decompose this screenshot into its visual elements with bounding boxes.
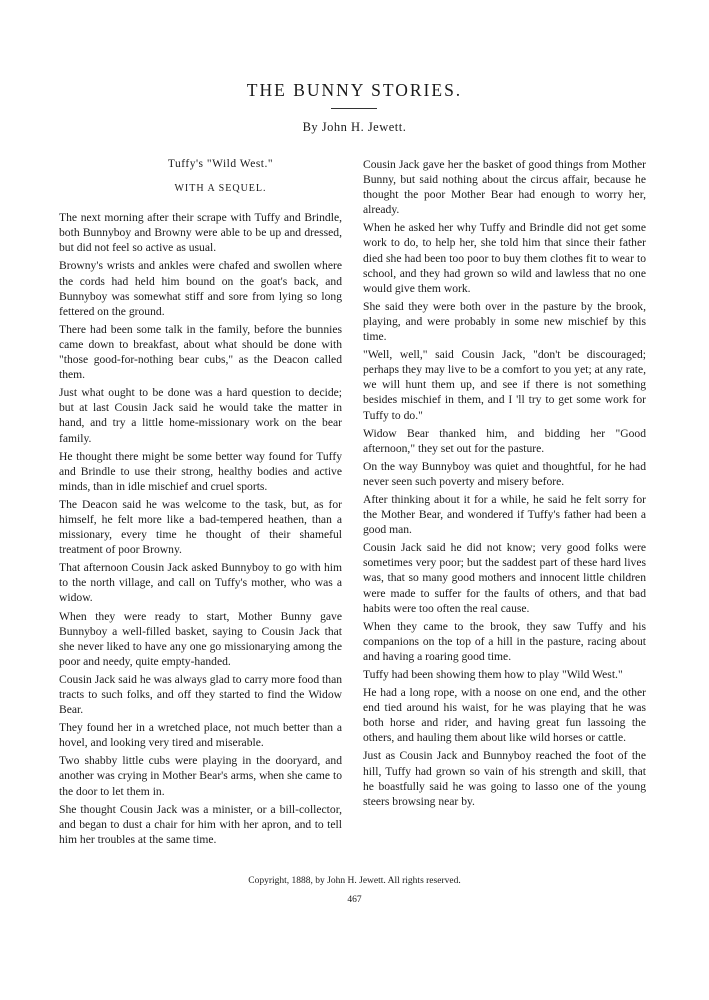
paragraph: "Well, well," said Cousin Jack, "don't be discouraged; perhaps they may live to be a comfort to you yet; at any rate, we will hunt them up, and see if there is not something besides mischief in them, and I 'll try to get some work for Tuffy to do." xyxy=(363,348,646,422)
paragraph: The next morning after their scrape with Tuffy and Brindle, both Bunnyboy and Browny were able to be up and dressed, but did not feel so active as usual. xyxy=(59,211,342,255)
right-paragraphs xyxy=(363,157,646,809)
story-subtitle: WITH A SEQUEL. xyxy=(174,183,267,195)
paragraph: When they were ready to start, Mother Bunny gave Bunnyboy a well-filled basket, saying to Cousin Jack that she never liked to have any one go missionarying among the poor and needy, quite empty-handed. xyxy=(59,609,342,668)
paragraph: Two shabby little cubs were playing in the dooryard, and another was crying in Mother Bear's arms, when she came to the door to let them in. xyxy=(59,754,342,798)
title-rule xyxy=(331,108,377,109)
paragraph: She thought Cousin Jack was a minister, or a bill-collector, and began to dust a chair for him with her apron, and to tell him her troubles at the same time. xyxy=(59,802,342,846)
paragraph: She said they were both over in the pasture by the brook, playing, and were probably in some new mischief by this time. xyxy=(363,299,646,344)
paragraph: When they came to the brook, they saw Tuffy and his companions on the top of a hill in the pasture, racing about and having a roaring good time. xyxy=(363,619,646,663)
paragraph: Cousin Jack said he did not know; very good folks were sometimes very poor; but the saddest part of these hard lives was, that so many good mothers and innocent little children were made to suffer for the faults of others, and that bad habits were too often the real cause. xyxy=(363,541,646,615)
page-number: 467 xyxy=(347,895,362,905)
right-column xyxy=(363,157,646,812)
paragraph: Just what ought to be done was a hard question to decide; but at last Cousin Jack said he would take the matter in hand, and try a little home-missionary work on the bear family. xyxy=(59,386,342,445)
paragraph: When he asked her why Tuffy and Brindle did not get some work to do, to help her, she told him that since their father died she had been too poor to buy them clothes fit to wear to school, and they had grown so wild and lawless that no one would give them work. xyxy=(363,221,646,295)
page-title: THE BUNNY STORIES. xyxy=(246,80,463,100)
paragraph: They found her in a wretched place, not much better than a hovel, and looking very tired and miserable. xyxy=(59,721,342,750)
paragraph: Cousin Jack gave her the basket of good things from Mother Bunny, but said nothing about the circus affair, because he thought the poor Mother Bear had enough to worry her, already. xyxy=(363,158,646,217)
paragraph: The Deacon said he was welcome to the task, but, as for himself, he felt more like a bad-tempered heathen, than a missionary, every time he thought of their shameful treatment of poor Browny. xyxy=(59,497,342,557)
left-column xyxy=(59,150,342,850)
copyright-notice: Copyright, 1888, by John H. Jewett. All rights reserved. xyxy=(248,876,461,886)
author-byline: By John H. Jewett. xyxy=(302,120,407,134)
paragraph: Tuffy had been showing them how to play "Wild West." xyxy=(363,668,623,681)
paragraph: Widow Bear thanked him, and bidding her "Good afternoon," they set out for the pasture. xyxy=(363,426,646,455)
story-title: Tuffy's "Wild West." xyxy=(167,158,274,170)
paragraph: He thought there might be some better way found for Tuffy and Brindle to use their strong, healthy bodies and active minds, than in idle mischief and cruel sports. xyxy=(59,449,342,493)
paragraph: After thinking about it for a while, he said he felt sorry for the Mother Bear, and wondered if Tuffy's father had been a good man. xyxy=(363,492,646,537)
paragraph: Just as Cousin Jack and Bunnyboy reached the foot of the hill, Tuffy had grown so vain of his strength and skill, that he boastfully said he was going to lasso one of the young steers browsing near by. xyxy=(363,749,646,808)
paragraph: That afternoon Cousin Jack asked Bunnyboy to go with him to the north village, and call on Tuffy's mother, who was a widow. xyxy=(59,561,342,605)
left-paragraphs xyxy=(59,210,342,847)
paragraph: There had been some talk in the family, before the bunnies came down to breakfast, about what should be done with "those good-for-nothing bear cubs," as the Deacon called them. xyxy=(59,322,342,382)
paragraph: He had a long rope, with a noose on one end, and the other end tied around his waist, for he was playing that he was both horse and rider, and having great fun lassoing the others, and hauling them about like wild horses or cattle. xyxy=(363,686,646,745)
paragraph: Browny's wrists and ankles were chafed and swollen where the cords had held him bound on the goat's back, and Bunnyboy was somewhat stiff and sore from lying so long fettered on the ground. xyxy=(59,259,342,318)
paragraph: Cousin Jack said he was always glad to carry more food than tracts to such folks, and off they started to find the Widow Bear. xyxy=(59,672,343,717)
paragraph: On the way Bunnyboy was quiet and thoughtful, for he had never seen such poverty and misery before. xyxy=(363,459,646,488)
